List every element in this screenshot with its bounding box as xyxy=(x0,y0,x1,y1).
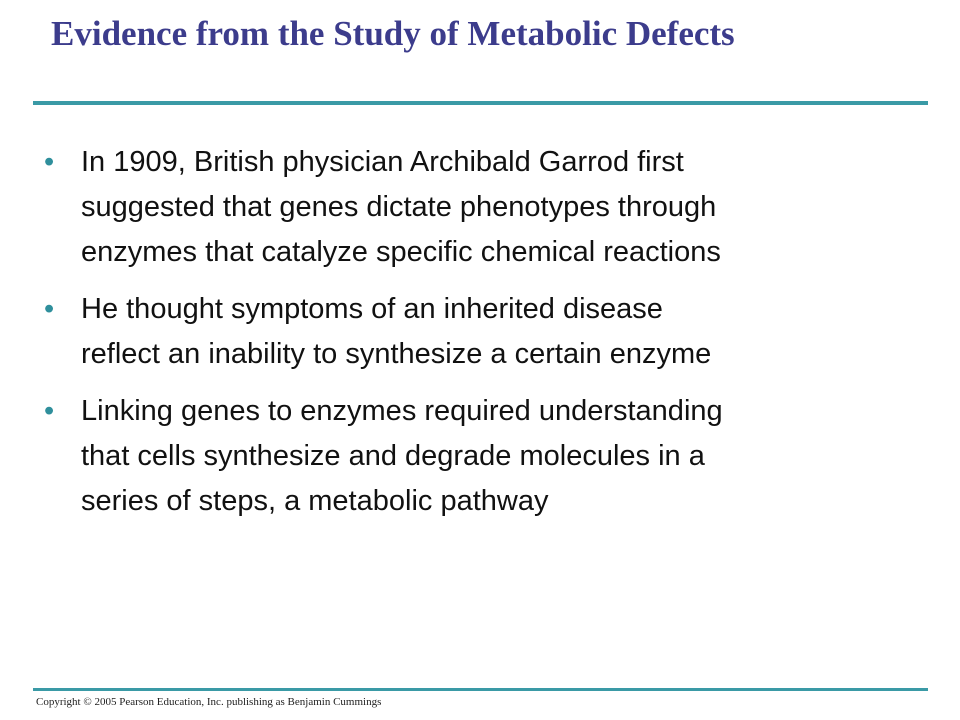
bullet-text-line: In 1909, British physician Archibald Garrod first xyxy=(81,146,684,178)
title-divider xyxy=(33,101,928,105)
bullet-icon: • xyxy=(44,293,55,325)
bullet-text-line: He thought symptoms of an inherited disease xyxy=(81,293,663,325)
bullet-list xyxy=(44,140,924,524)
footer-divider xyxy=(33,688,928,691)
bullet-item xyxy=(44,389,924,524)
bullet-text-line: suggested that genes dictate phenotypes through xyxy=(81,191,717,223)
bullet-text-line: series of steps, a metabolic pathway xyxy=(81,485,549,517)
bullet-icon: • xyxy=(44,395,55,427)
bullet-text-line: that cells synthesize and degrade molecules in a xyxy=(81,440,705,472)
bullet-item xyxy=(44,140,924,275)
copyright-footer: Copyright © 2005 Pearson Education, Inc. publishing as Benjamin Cummings xyxy=(36,696,382,708)
bullet-icon: • xyxy=(44,146,55,178)
bullet-item xyxy=(44,287,924,377)
bullet-text-line: enzymes that catalyze specific chemical reactions xyxy=(81,236,721,268)
slide-title: Evidence from the Study of Metabolic Defects xyxy=(51,14,735,53)
bullet-text-line: Linking genes to enzymes required understanding xyxy=(81,395,723,427)
bullet-text-line: reflect an inability to synthesize a certain enzyme xyxy=(81,338,712,370)
